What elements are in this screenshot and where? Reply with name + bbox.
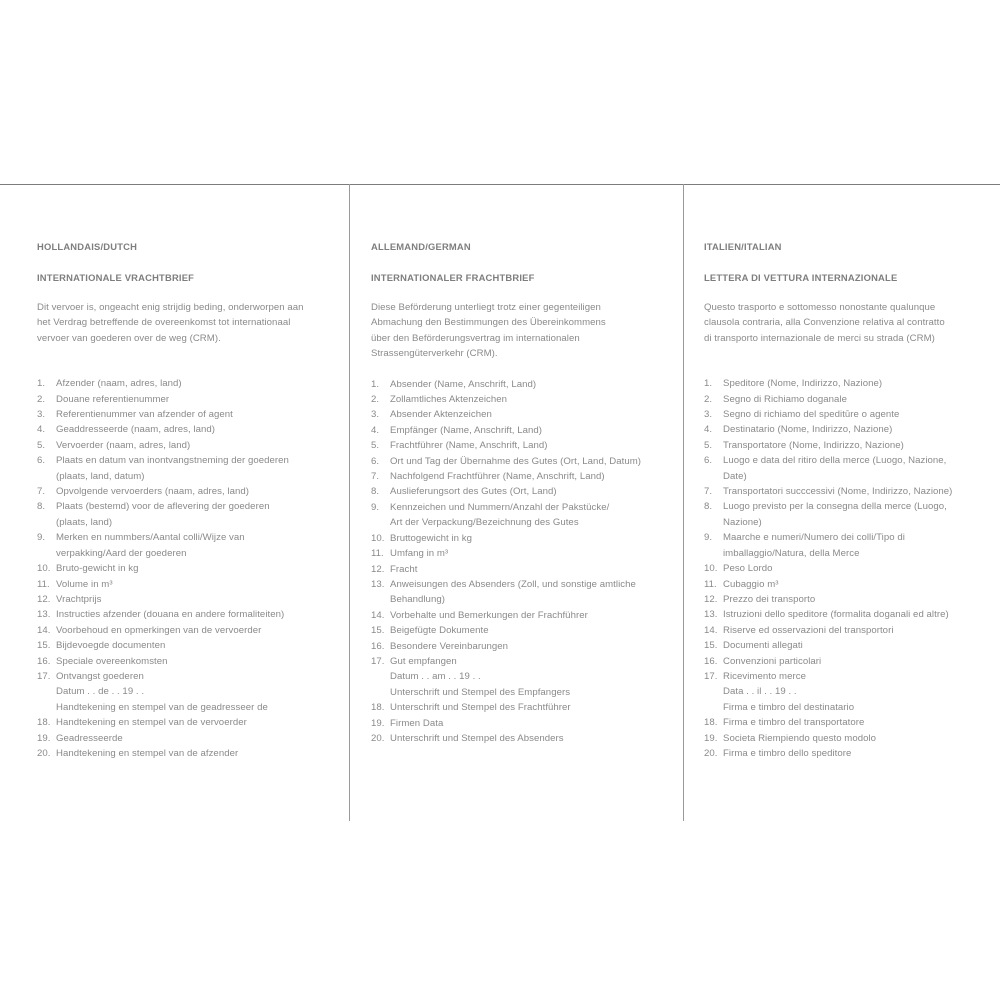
item-number: 15.: [704, 640, 718, 652]
item-text: [723, 422, 1000, 437]
item-line: Geadresseerde: [56, 732, 123, 744]
item-number: 4.: [371, 424, 380, 436]
field-list: [37, 376, 337, 761]
intro-text: [704, 300, 1000, 346]
item-line: Firma e timbro del destinatario: [723, 701, 855, 713]
list-item: [704, 638, 1000, 653]
list-item: [37, 654, 337, 669]
item-text: [390, 377, 671, 392]
item-text: [56, 392, 337, 407]
item-number: 12.: [37, 593, 51, 605]
item-line: Segno di Richiamo doganale: [723, 393, 847, 405]
list-item: [371, 623, 671, 638]
intro-line: clausola contraria, alla Convenzione relativa al contratto: [704, 317, 945, 329]
item-line: Bruttogewicht in kg: [390, 532, 473, 544]
item-line: Umfang in m³: [390, 548, 449, 560]
intro-line: di transporto internazionale de merci su strada (CRM): [704, 332, 935, 344]
item-line: Besondere Vereinbarungen: [390, 640, 509, 652]
item-text: [723, 392, 1000, 407]
item-line: Segno di richiamo del speditūre o agente: [723, 409, 900, 421]
item-text: [390, 500, 671, 531]
item-line: Documenti allegati: [723, 640, 803, 652]
item-number: 10.: [371, 532, 385, 544]
intro-text: [37, 300, 337, 346]
item-line: Fracht: [390, 563, 418, 575]
item-number: 17.: [37, 670, 51, 682]
list-item: [371, 577, 671, 608]
item-line: Plaats en datum van inontvangstneming der goederen: [56, 455, 289, 467]
item-line: Ort und Tag der Übernahme des Gutes (Ort, Land, Datum): [390, 455, 642, 467]
item-text: [390, 407, 671, 422]
item-number: 1.: [371, 378, 380, 390]
item-number: 2.: [37, 393, 46, 405]
item-line: (plaats, land, datum): [56, 470, 145, 482]
item-line: Convenzioni particolari: [723, 655, 822, 667]
item-number: 9.: [371, 501, 380, 513]
item-text: [723, 592, 1000, 607]
item-text: [56, 484, 337, 499]
item-text: [390, 608, 671, 623]
item-text: [390, 546, 671, 561]
list-item: [704, 623, 1000, 638]
field-list: [704, 376, 1000, 761]
list-item: [704, 499, 1000, 530]
list-item: [371, 484, 671, 499]
intro-line: Questo trasporto e sottomesso nonostante qualunque: [704, 302, 936, 313]
item-line: Absender (Name, Anschrift, Land): [390, 378, 537, 390]
column-german: [371, 239, 671, 746]
item-line: Art der Verpackung/Bezeichnung des Gutes: [390, 517, 579, 529]
item-text: [723, 654, 1000, 669]
list-item: [371, 423, 671, 438]
list-item: [371, 377, 671, 392]
list-item: [704, 669, 1000, 715]
item-number: 4.: [704, 424, 713, 436]
item-line: Firma e timbro dello speditore: [723, 747, 852, 759]
list-item: [37, 577, 337, 592]
intro-line: über den Beförderungsvertrag im internationalen: [371, 332, 580, 344]
item-line: Riserve ed osservazioni del transportori: [723, 624, 894, 636]
item-line: Ontvangst goederen: [56, 670, 144, 682]
item-number: 10.: [704, 563, 718, 575]
list-item: [704, 438, 1000, 453]
item-line: Bijdevoegde documenten: [56, 640, 166, 652]
item-line: Zollamtliches Aktenzeichen: [390, 394, 508, 406]
item-number: 13.: [371, 578, 385, 590]
item-number: 15.: [371, 625, 385, 637]
column-italian: [704, 239, 1000, 761]
item-number: 14.: [704, 624, 718, 636]
item-line: Transportatore (Nome, Indirizzo, Nazione): [723, 439, 904, 451]
list-item: [371, 438, 671, 453]
item-number: 19.: [371, 717, 385, 729]
item-number: 17.: [704, 670, 718, 682]
item-number: 19.: [37, 732, 51, 744]
item-line: Unterschrift und Stempel des Frachtführer: [390, 702, 571, 714]
list-item: [37, 715, 337, 730]
item-text: [723, 731, 1000, 746]
list-item: [704, 577, 1000, 592]
intro-line: Abmachung den Bestimmungen des Übereinkommens: [371, 317, 606, 329]
item-line: Datum . . am . . 19 . .: [390, 671, 481, 683]
item-line: Behandlung): [390, 594, 445, 606]
list-item: [371, 500, 671, 531]
language-heading: ITALIEN/ITALIAN: [704, 241, 782, 252]
item-number: 6.: [371, 455, 380, 467]
item-number: 8.: [37, 501, 46, 513]
item-text: [723, 623, 1000, 638]
item-line: Vrachtprijs: [56, 593, 102, 605]
list-item: [37, 453, 337, 484]
item-line: Gut empfangen: [390, 655, 457, 667]
item-number: 1.: [37, 378, 46, 390]
list-item: [704, 453, 1000, 484]
intro-text: [371, 300, 671, 362]
item-text: [390, 484, 671, 499]
item-number: 16.: [37, 655, 51, 667]
list-item: [37, 392, 337, 407]
list-item: [371, 731, 671, 746]
list-item: [371, 392, 671, 407]
item-number: 5.: [37, 439, 46, 451]
item-number: 17.: [371, 655, 385, 667]
top-divider-line: [0, 184, 1000, 185]
item-line: Data . . il . . 19 . .: [723, 686, 797, 698]
item-text: [56, 654, 337, 669]
list-item: [704, 484, 1000, 499]
item-line: Empfänger (Name, Anschrift, Land): [390, 424, 543, 436]
item-number: 6.: [704, 455, 713, 467]
list-item: [704, 407, 1000, 422]
item-line: Speditore (Nome, Indirizzo, Nazione): [723, 378, 883, 390]
item-line: Afzender (naam, adres, land): [56, 378, 182, 390]
item-text: [723, 561, 1000, 576]
column-dutch: [37, 239, 337, 761]
item-line: Instructies afzender (douana en andere formaliteiten): [56, 609, 285, 621]
list-item: [371, 654, 671, 700]
item-line: Firma e timbro del transportatore: [723, 717, 865, 729]
item-number: 7.: [37, 486, 46, 498]
item-text: [723, 484, 1000, 499]
item-text: [723, 746, 1000, 761]
item-text: [56, 623, 337, 638]
list-item: [371, 562, 671, 577]
list-item: [37, 561, 337, 576]
intro-line: Strassengüterverkehr (CRM).: [371, 348, 498, 360]
list-item: [704, 422, 1000, 437]
item-line: Geaddresseerde (naam, adres, land): [56, 424, 216, 436]
item-text: [390, 731, 671, 746]
item-text: [56, 607, 337, 622]
list-item: [371, 454, 671, 469]
list-item: [371, 639, 671, 654]
item-text: [390, 577, 671, 608]
list-item: [37, 499, 337, 530]
list-item: [37, 407, 337, 422]
list-item: [704, 731, 1000, 746]
list-item: [37, 592, 337, 607]
item-number: 19.: [704, 732, 718, 744]
item-number: 11.: [704, 578, 717, 590]
list-item: [704, 592, 1000, 607]
item-number: 11.: [37, 578, 50, 590]
list-item: [704, 376, 1000, 391]
item-line: Luogo e data del ritiro della merce (Luogo, Nazione,: [723, 455, 947, 467]
form-title: LETTERA DI VETTURA INTERNAZIONALE: [704, 272, 898, 283]
item-number: 14.: [37, 624, 51, 636]
item-text: [56, 376, 337, 391]
item-text: [723, 376, 1000, 391]
item-line: Maarche e numeri/Numero dei colli/Tipo di: [723, 532, 905, 544]
item-text: [390, 562, 671, 577]
item-line: Handtekening en stempel van de vervoerder: [56, 717, 247, 729]
item-line: Vorbehalte und Bemerkungen der Frachführer: [390, 609, 588, 621]
item-number: 11.: [371, 548, 384, 560]
item-text: [56, 561, 337, 576]
item-line: Unterschrift und Stempel des Empfangers: [390, 686, 571, 698]
item-number: 10.: [37, 563, 51, 575]
item-line: Destinatario (Nome, Indirizzo, Nazione): [723, 424, 893, 436]
form-title: INTERNATIONALE VRACHTBRIEF: [37, 272, 195, 283]
item-number: 8.: [704, 501, 713, 513]
item-text: [56, 715, 337, 730]
item-number: 16.: [704, 655, 718, 667]
item-text: [723, 669, 1000, 715]
intro-line: vervoer van goederen over de weg (CRM).: [37, 332, 221, 344]
item-line: Kennzeichen und Nummern/Anzahl der Pakstücke/: [390, 501, 610, 513]
item-text: [56, 438, 337, 453]
item-line: Vervoerder (naam, adres, land): [56, 439, 191, 451]
item-number: 6.: [37, 455, 46, 467]
item-text: [390, 423, 671, 438]
item-text: [390, 531, 671, 546]
item-text: [390, 716, 671, 731]
item-number: 16.: [371, 640, 385, 652]
item-text: [56, 530, 337, 561]
item-line: verpakking/Aard der goederen: [56, 547, 187, 559]
item-line: Nazione): [723, 516, 762, 528]
field-list: [371, 377, 671, 747]
item-text: [723, 530, 1000, 561]
item-line: Prezzo dei transporto: [723, 593, 816, 605]
list-item: [371, 407, 671, 422]
item-text: [390, 639, 671, 654]
item-line: Societa Riempiendo questo modolo: [723, 732, 877, 744]
item-number: 5.: [371, 440, 380, 452]
item-number: 13.: [37, 609, 51, 621]
item-number: 18.: [704, 717, 718, 729]
item-number: 12.: [371, 563, 385, 575]
item-text: [723, 438, 1000, 453]
item-line: Beigefügte Dokumente: [390, 625, 489, 637]
item-number: 15.: [37, 640, 51, 652]
item-text: [56, 422, 337, 437]
item-text: [390, 469, 671, 484]
list-item: [37, 623, 337, 638]
item-text: [56, 453, 337, 484]
list-item: [704, 530, 1000, 561]
list-item: [37, 530, 337, 561]
list-item: [37, 731, 337, 746]
list-item: [371, 716, 671, 731]
item-number: 2.: [704, 393, 713, 405]
list-item: [37, 607, 337, 622]
item-line: (plaats, land): [56, 516, 113, 528]
list-item: [371, 531, 671, 546]
list-item: [37, 376, 337, 391]
item-line: Merken en nummbers/Aantal colli/Wijze van: [56, 532, 245, 544]
item-number: 3.: [704, 409, 713, 421]
item-text: [723, 577, 1000, 592]
item-text: [723, 407, 1000, 422]
item-line: Plaats (bestemd) voor de aflevering der goederen: [56, 501, 270, 513]
item-number: 12.: [704, 593, 718, 605]
list-item: [371, 546, 671, 561]
column-divider-1: [349, 184, 350, 821]
item-line: Handtekening en stempel van de geadresseer de: [56, 701, 268, 713]
list-item: [37, 669, 337, 715]
list-item: [371, 608, 671, 623]
item-number: 7.: [371, 471, 380, 483]
list-item: [37, 484, 337, 499]
item-text: [390, 392, 671, 407]
list-item: [37, 638, 337, 653]
item-line: Speciale overeenkomsten: [56, 655, 168, 667]
item-text: [56, 731, 337, 746]
item-line: Istruzioni dello speditore (formalita doganali ed altre): [723, 609, 949, 621]
item-text: [56, 746, 337, 761]
item-line: Datum . . de . . 19 . .: [56, 686, 145, 698]
item-text: [56, 407, 337, 422]
item-number: 8.: [371, 486, 380, 498]
item-line: Auslieferungsort des Gutes (Ort, Land): [390, 486, 557, 498]
item-text: [723, 715, 1000, 730]
list-item: [37, 746, 337, 761]
list-item: [704, 715, 1000, 730]
intro-line: het Verdrag betreffende de overeenkomst tot internationaal: [37, 317, 291, 329]
item-text: [723, 607, 1000, 622]
item-line: Bruto-gewicht in kg: [56, 563, 139, 575]
item-line: Date): [723, 470, 747, 482]
item-text: [390, 700, 671, 715]
item-line: Volume in m³: [56, 578, 113, 590]
item-number: 13.: [704, 609, 718, 621]
list-item: [704, 561, 1000, 576]
item-text: [56, 592, 337, 607]
item-text: [390, 623, 671, 638]
item-text: [56, 669, 337, 715]
item-text: [723, 499, 1000, 530]
item-text: [390, 454, 671, 469]
column-divider-2: [683, 184, 684, 821]
item-text: [723, 453, 1000, 484]
item-text: [56, 638, 337, 653]
item-number: 18.: [37, 717, 51, 729]
item-line: Douane referentienummer: [56, 393, 170, 405]
item-line: Luogo previsto per la consegna della merce (Luogo,: [723, 501, 947, 513]
item-line: Voorbehoud en opmerkingen van de vervoerder: [56, 624, 262, 636]
list-item: [704, 392, 1000, 407]
item-number: 20.: [371, 732, 385, 744]
item-line: Ricevimento merce: [723, 670, 806, 682]
list-item: [371, 700, 671, 715]
item-text: [390, 438, 671, 453]
item-line: Nachfolgend Frachtführer (Name, Anschrift, Land): [390, 471, 605, 483]
item-line: Absender Aktenzeichen: [390, 409, 492, 421]
item-line: imballaggio/Natura, della Merce: [723, 547, 860, 559]
item-text: [56, 577, 337, 592]
item-number: 7.: [704, 486, 713, 498]
item-line: Referentienummer van afzender of agent: [56, 409, 233, 421]
item-line: Peso Lordo: [723, 563, 773, 575]
item-line: Opvolgende vervoerders (naam, adres, land): [56, 486, 250, 498]
intro-line: Diese Beförderung unterliegt trotz einer gegenteiligen: [371, 302, 601, 313]
item-text: [56, 499, 337, 530]
form-title: INTERNATIONALER FRACHTBRIEF: [371, 272, 535, 283]
item-text: [390, 654, 671, 700]
item-line: Unterschrift und Stempel des Absenders: [390, 732, 564, 744]
list-item: [37, 438, 337, 453]
item-number: 18.: [371, 702, 385, 714]
item-line: Anweisungen des Absenders (Zoll, und sonstige amtliche: [390, 578, 636, 590]
item-number: 3.: [371, 409, 380, 421]
list-item: [704, 654, 1000, 669]
item-number: 14.: [371, 609, 385, 621]
list-item: [371, 469, 671, 484]
language-heading: HOLLANDAIS/DUTCH: [37, 241, 138, 252]
item-line: Transportatori succcessivi (Nome, Indirizzo, Nazione): [723, 486, 953, 498]
item-number: 5.: [704, 439, 713, 451]
item-number: 9.: [37, 532, 46, 544]
intro-line: Dit vervoer is, ongeacht enig strijdig beding, onderworpen aan: [37, 302, 304, 313]
item-line: Handtekening en stempel van de afzender: [56, 747, 239, 759]
item-line: Frachtführer (Name, Anschrift, Land): [390, 440, 548, 452]
item-number: 9.: [704, 532, 713, 544]
language-heading: ALLEMAND/GERMAN: [371, 241, 471, 252]
list-item: [37, 422, 337, 437]
item-number: 4.: [37, 424, 46, 436]
item-line: Firmen Data: [390, 717, 444, 729]
item-number: 1.: [704, 378, 713, 390]
item-number: 2.: [371, 394, 380, 406]
item-text: [723, 638, 1000, 653]
list-item: [704, 607, 1000, 622]
item-line: Cubaggio m³: [723, 578, 779, 590]
item-number: 20.: [704, 747, 718, 759]
item-number: 20.: [37, 747, 51, 759]
item-number: 3.: [37, 409, 46, 421]
list-item: [704, 746, 1000, 761]
